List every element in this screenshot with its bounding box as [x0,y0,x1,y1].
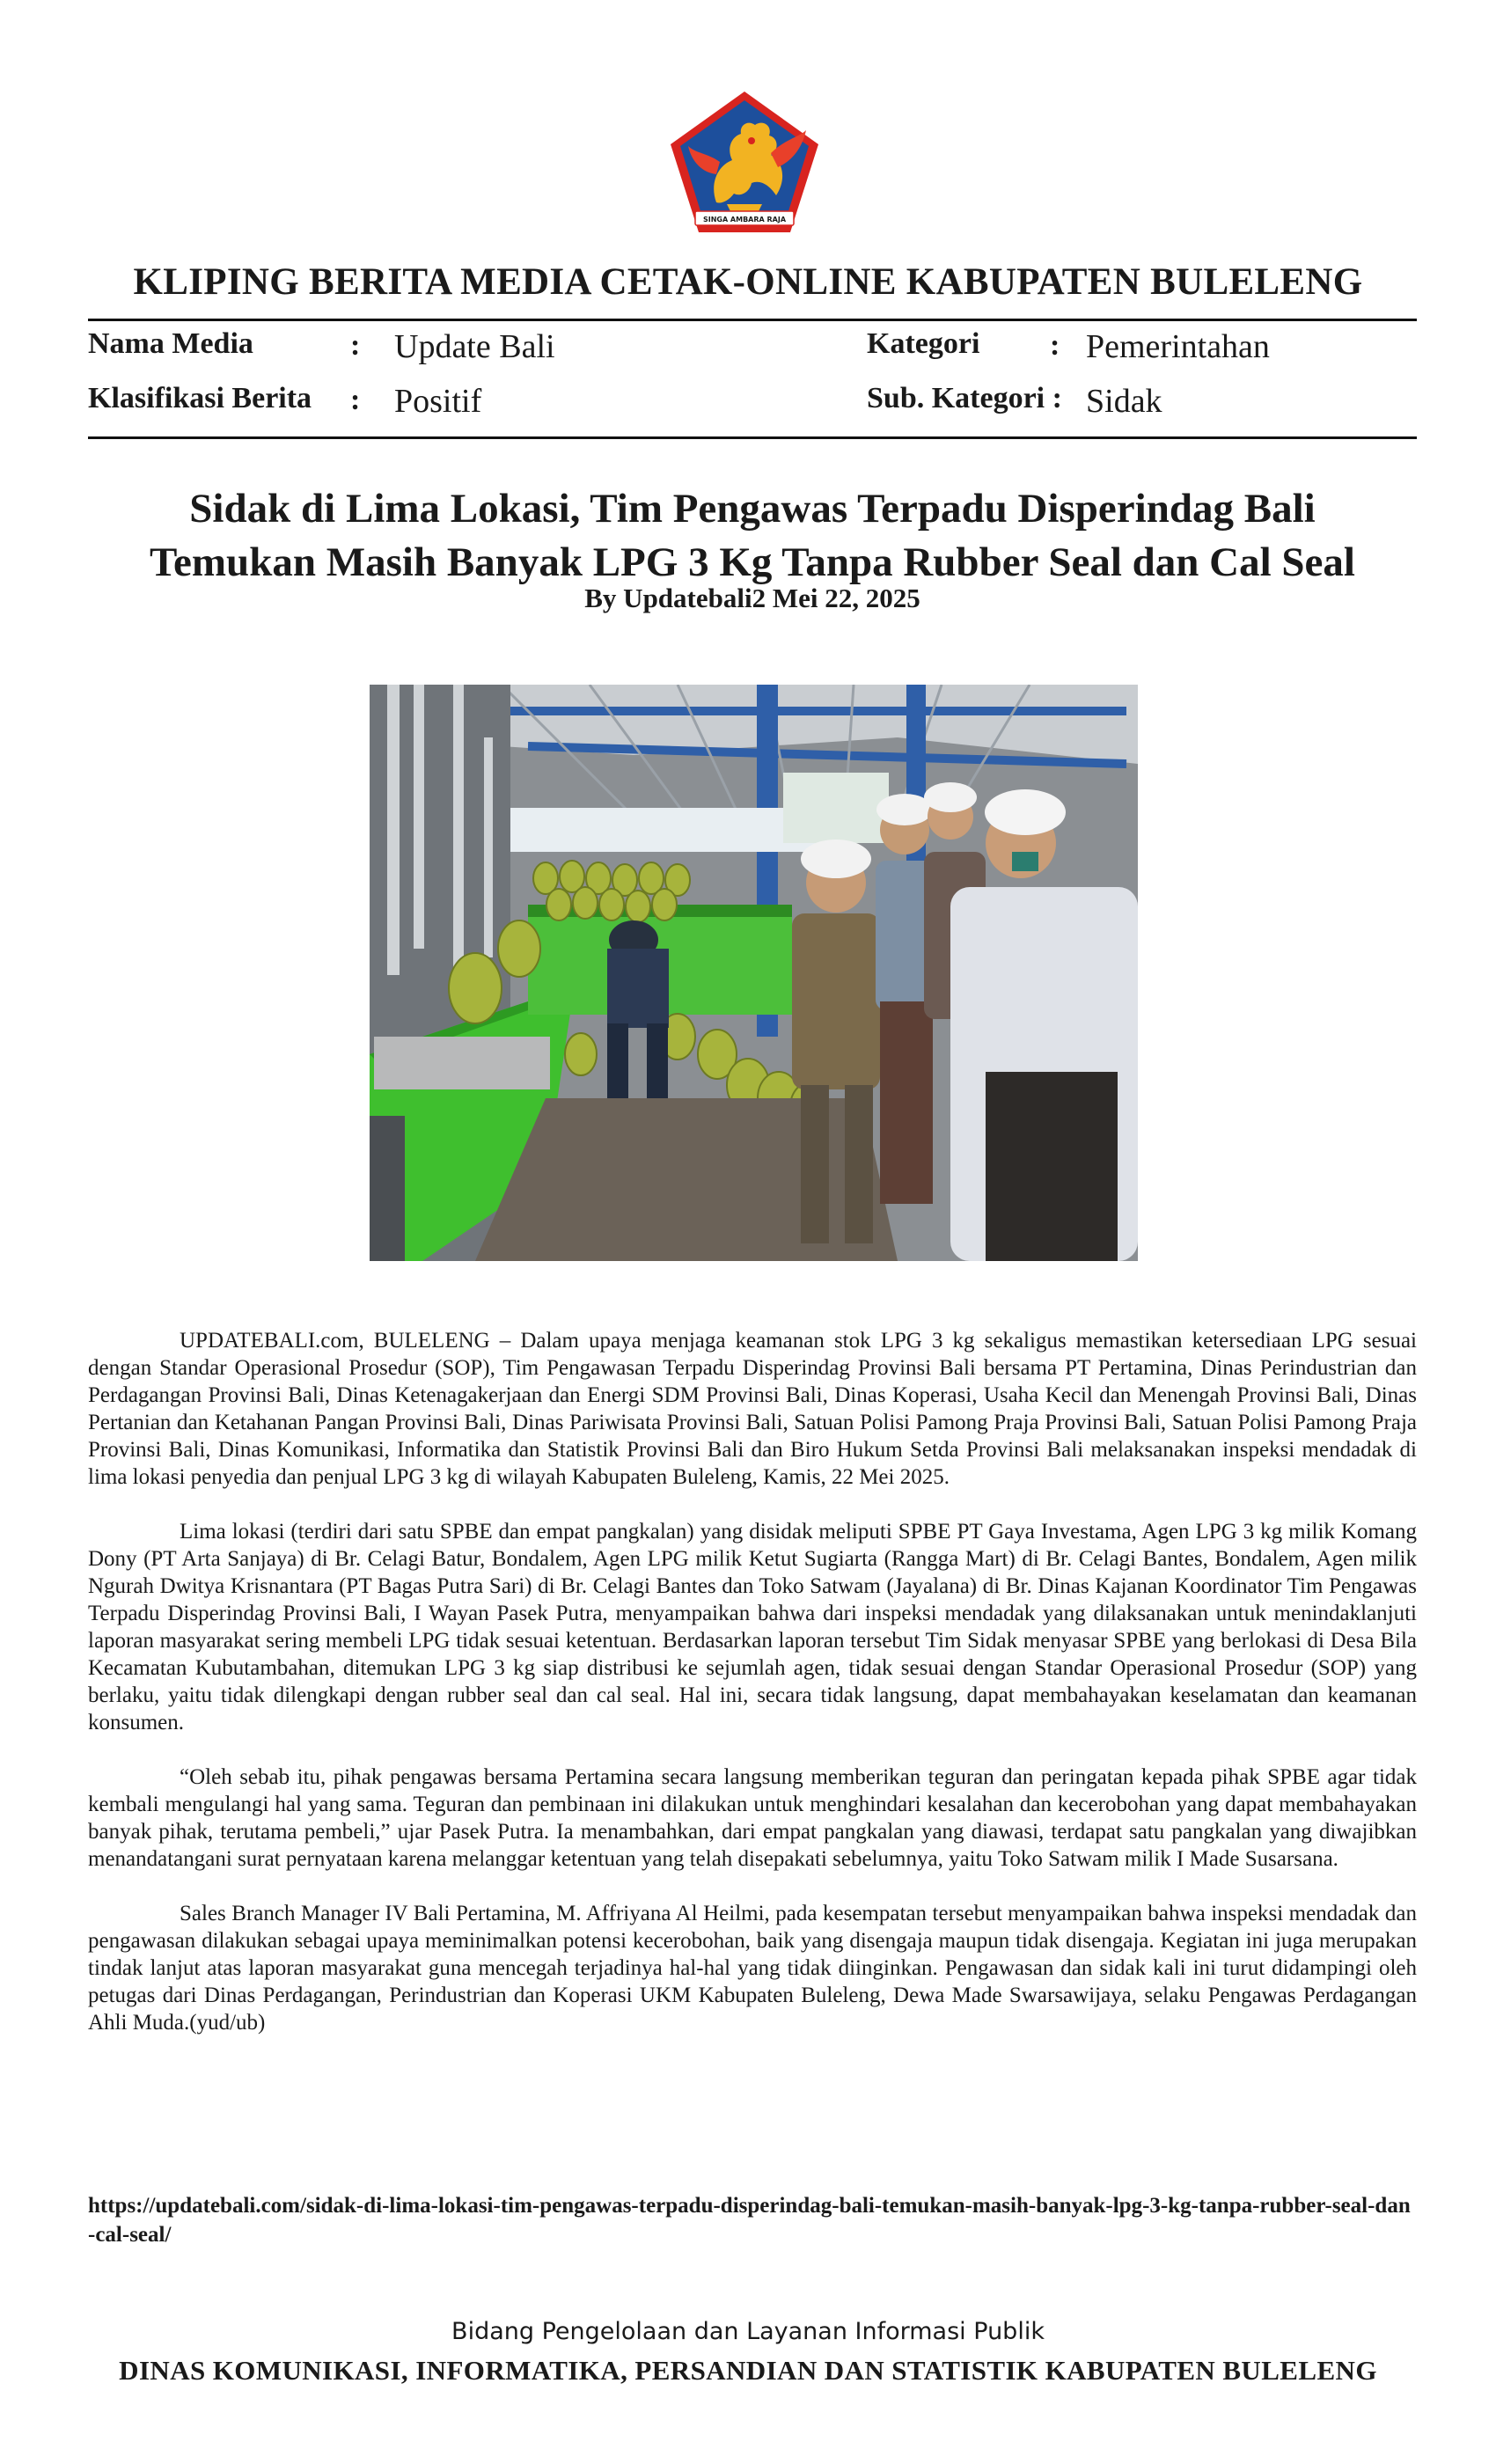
article-paragraph: Sales Branch Manager IV Bali Pertamina, M. Affriyana Al Heilmi, pada kesempatan tersebut menyampaikan bahwa inspeksi mendadak dan pengawasan dilakukan sebagai upaya meminimalkan potensi kecerobohan, baik yang disengaja maupun tidak disengaja. Kegiatan ini juga merupakan tindak lanjut atas laporan masyarakat guna mencegah terjadinya hal-hal yang tidak diinginkan. Pengawasan dan sidak kali ini turut didampingi oleh petugas dari Dinas Perdagangan, Perindustrian dan Koperasi UKM Kabupaten Buleleng, Dewa Made Swarsawijaya, selaku Pengawas Perdagangan Ahli Muda.(yud/ub) [88,1902,1417,2035]
article-byline: By Updatebali2 Mei 22, 2025 [584,583,920,613]
nama-media-value: Update Bali [394,328,555,365]
buleleng-emblem-logo [665,88,824,238]
header-rule-bottom [88,436,1417,439]
header-rule-top [88,319,1417,321]
article-paragraph: “Oleh sebab itu, pihak pengawas bersama Pertamina secara langsung memberikan teguran dan peringatan kepada pihak SPBE agar tidak kembali mengulangi hal yang sama. Teguran dan pembinaan ini dilakukan untuk menghindari kesalahan dan kecerobohan yang dapat membahayakan banyak pihak, terutama pembeli,” ujar Pasek Putra. Ia menambahkan, dari empat pangkalan yang diawasi, terdapat satu pangkalan yang diwajibkan menandatangani surat pernyataan karena melanggar ketentuan yang telah disepakati sebelumnya, yaitu Toko Satwam milik I Made Susarsana. [88,1765,1417,1871]
kategori-colon: : [1050,329,1060,362]
klasifikasi-value: Positif [394,383,482,420]
sub-kategori-label: Sub. Kategori : [867,382,1062,414]
nama-media-label: Nama Media [88,327,253,360]
article-body [88,1327,1417,2064]
kliping-title: KLIPING BERITA MEDIA CETAK-ONLINE KABUPATEN BULELENG [133,261,1363,303]
footer-department: Bidang Pengelolaan dan Layanan Informasi Publik [451,2318,1045,2345]
kategori-label: Kategori [867,327,980,360]
news-photo [370,685,1138,1261]
kategori-value: Pemerintahan [1086,328,1270,365]
headline-line-2: Temukan Masih Banyak LPG 3 Kg Tanpa Rubber Seal dan Cal Seal [150,539,1355,585]
klasifikasi-colon: : [350,384,361,416]
article-paragraph: UPDATEBALI.com, BULELENG – Dalam upaya menjaga keamanan stok LPG 3 kg sekaligus memastikan ketersediaan LPG sesuai dengan Standar Operasional Prosedur (SOP), Tim Pengawasan Terpadu Disperindag Provinsi Bali bersama PT Pertamina, Dinas Perindustrian dan Perdagangan Provinsi Bali, Dinas Ketenagakerjaan dan Energi SDM Provinsi Bali, Dinas Koperasi, Usaha Kecil dan Menengah Provinsi Bali, Dinas Pertanian dan Ketahanan Pangan Provinsi Bali, Dinas Pariwisata Provinsi Bali, Satuan Polisi Pamong Praja Provinsi Bali, Satuan Polisi Pamong Praja Provinsi Bali, Dinas Komunikasi, Informatika dan Statistik Provinsi Bali dan Biro Hukum Setda Provinsi Bali melaksanakan inspeksi mendadak di lima lokasi penyedia dan penjual LPG 3 kg di wilayah Kabupaten Buleleng, Kamis, 22 Mei 2025. [88,1329,1417,1489]
logo-caption: SINGA AMBARA RAJA [702,216,787,224]
klasifikasi-label: Klasifikasi Berita [88,382,312,414]
sub-kategori-value: Sidak [1086,383,1162,420]
footer-agency: DINAS KOMUNIKASI, INFORMATIKA, PERSANDIAN DAN STATISTIK KABUPATEN BULELENG [119,2355,1377,2386]
article-paragraph: Lima lokasi (terdiri dari satu SPBE dan empat pangkalan) yang disidak meliputi SPBE PT Gaya Investama, Agen LPG 3 kg milik Komang Dony (PT Arta Sanjaya) di Br. Celagi Batur, Bondalem, Agen LPG milik Ketut Sugiarta (Rangga Mart) di Br. Celagi Bantes, Bondalem, Agen milik Ngurah Dwitya Krisnantara (PT Bagas Putra Sari) di Br. Celagi Bantes dan Toko Satwam (Jayalana) di Br. Dinas Kajanan Koordinator Tim Pengawas Terpadu Disperindag Provinsi Bali, I Wayan Pasek Putra, menyampaikan bahwa dari inspeksi mendadak yang dilaksanakan untuk menindaklanjuti laporan masyarakat sering membeli LPG tidak sesuai ketentuan. Berdasarkan laporan tersebut Tim Sidak menyasar SPBE yang berlokasi di Desa Bila Kecamatan Kubutambahan, ditemukan LPG 3 kg siap distribusi ke sejumlah agen, tidak sesuai dengan Standar Operasional Prosedur (SOP) yang berlaku, yaitu tidak dilengkapi dengan rubber seal dan cal seal. Hal ini, secara tidak langsung, dapat membahayakan keselamatan dan keamanan konsumen. [88,1520,1417,1734]
article-headline [88,482,1417,590]
headline-line-1: Sidak di Lima Lokasi, Tim Pengawas Terpadu Disperindag Bali [189,486,1316,532]
nama-media-colon: : [350,329,361,362]
source-url-link[interactable]: https://updatebali.com/sidak-di-lima-lokasi-tim-pengawas-terpadu-disperindag-bali-temukan-masih-banyak-lpg-3-kg-tanpa-rubber-seal-dan-cal-seal/ [88,2194,1411,2247]
